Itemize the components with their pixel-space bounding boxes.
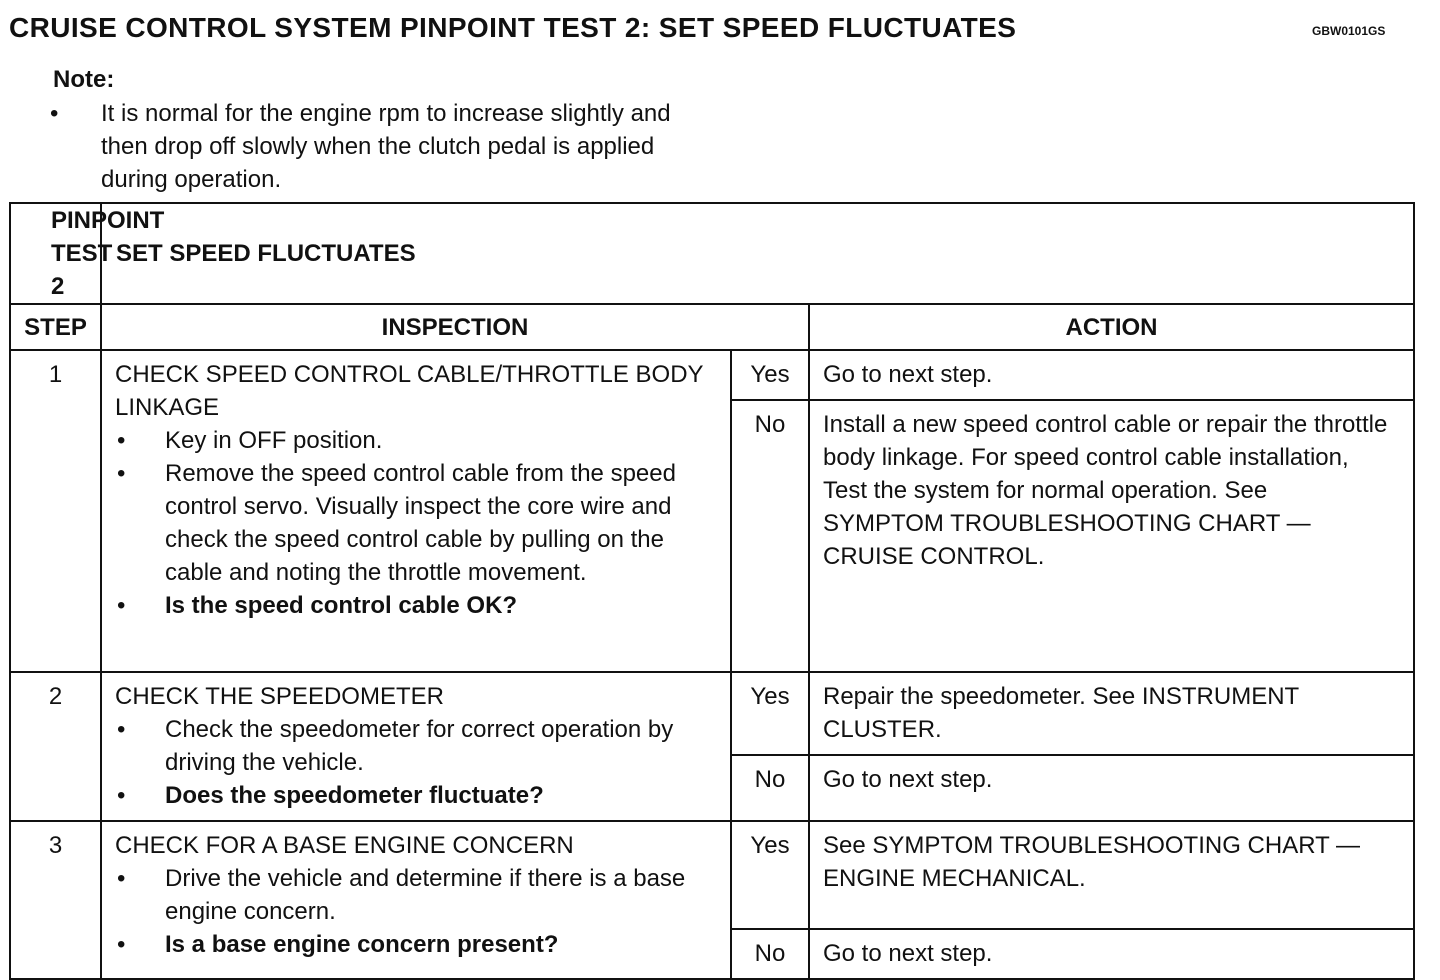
note-heading: Note: xyxy=(53,66,115,93)
action-column-header: ACTION xyxy=(809,304,1414,350)
step-number: 1 xyxy=(10,350,101,672)
test-header-row xyxy=(10,203,1414,304)
table-row xyxy=(10,350,1414,400)
list-item xyxy=(115,424,720,457)
step-number: 2 xyxy=(10,672,101,821)
note-text: It is normal for the engine rpm to increase slightly and then drop off slowly when the clutch pedal is applied during operation. xyxy=(101,100,671,193)
test-title: SET SPEED FLUCTUATES xyxy=(101,203,1414,304)
inspection-bullets xyxy=(115,713,720,812)
bullet-icon: • xyxy=(117,460,126,487)
test-label: PINPOINT TEST 2 xyxy=(10,203,101,304)
bullet-icon: • xyxy=(117,592,126,619)
inspection-bullets xyxy=(115,424,720,622)
no-label: No xyxy=(731,400,809,672)
page-title: CRUISE CONTROL SYSTEM PINPOINT TEST 2: SET SPEED FLUCTUATES xyxy=(9,12,1017,43)
column-header-row xyxy=(10,304,1414,350)
step-column-header: STEP xyxy=(10,304,101,350)
inspection-bullets xyxy=(115,862,720,961)
bullet-icon: • xyxy=(50,100,59,127)
list-item xyxy=(115,862,720,928)
bullet-icon: • xyxy=(117,427,126,454)
inspection-question: Is the speed control cable OK? xyxy=(165,592,518,619)
bullet-text: Drive the vehicle and determine if there is a base engine concern. xyxy=(165,865,686,925)
yes-action: See SYMPTOM TROUBLESHOOTING CHART — ENGINE MECHANICAL. xyxy=(809,821,1414,929)
inspection-question: Is a base engine concern present? xyxy=(165,931,559,958)
yes-action: Go to next step. xyxy=(809,350,1414,400)
no-action: Go to next step. xyxy=(809,755,1414,821)
list-item xyxy=(115,779,720,812)
inspection-cell xyxy=(101,350,731,672)
table-row xyxy=(10,672,1414,755)
inspection-title: CHECK THE SPEEDOMETER xyxy=(115,683,444,710)
inspection-cell xyxy=(101,672,731,821)
yes-action: Repair the speedometer. See INSTRUMENT CLUSTER. xyxy=(809,672,1414,755)
no-label: No xyxy=(731,755,809,821)
bullet-text: Key in OFF position. xyxy=(165,427,383,454)
yes-label: Yes xyxy=(731,672,809,755)
list-item xyxy=(115,457,720,589)
step-number: 3 xyxy=(10,821,101,979)
document-code: GBW0101GS xyxy=(1312,24,1386,38)
inspection-title: CHECK SPEED CONTROL CABLE/THROTTLE BODY LINKAGE xyxy=(115,361,704,421)
inspection-column-header: INSPECTION xyxy=(101,304,809,350)
no-action: Go to next step. xyxy=(809,929,1414,979)
list-item xyxy=(115,713,720,779)
table-row xyxy=(10,821,1414,929)
yes-label: Yes xyxy=(731,350,809,400)
inspection-title: CHECK FOR A BASE ENGINE CONCERN xyxy=(115,832,574,859)
bullet-text: Check the speedometer for correct operation by driving the vehicle. xyxy=(165,716,674,776)
bullet-text: Remove the speed control cable from the speed control servo. Visually inspect the core wire and check the speed control cable by pulling on the cable and noting the throttle movement. xyxy=(165,460,676,586)
bullet-icon: • xyxy=(117,782,126,809)
bullet-icon: • xyxy=(117,931,126,958)
bullet-icon: • xyxy=(117,716,126,743)
list-item xyxy=(115,589,720,622)
no-action: Install a new speed control cable or repair the throttle body linkage. For speed control cable installation, Test the system for normal operation. See SYMPTOM TROUBLESHOOTING CHART — CRUISE CONTROL. xyxy=(809,400,1414,672)
pinpoint-test-table xyxy=(9,202,1415,980)
inspection-question: Does the speedometer fluctuate? xyxy=(165,782,544,809)
list-item xyxy=(115,928,720,961)
inspection-cell xyxy=(101,821,731,979)
yes-label: Yes xyxy=(731,821,809,929)
no-label: No xyxy=(731,929,809,979)
bullet-icon: • xyxy=(117,865,126,892)
